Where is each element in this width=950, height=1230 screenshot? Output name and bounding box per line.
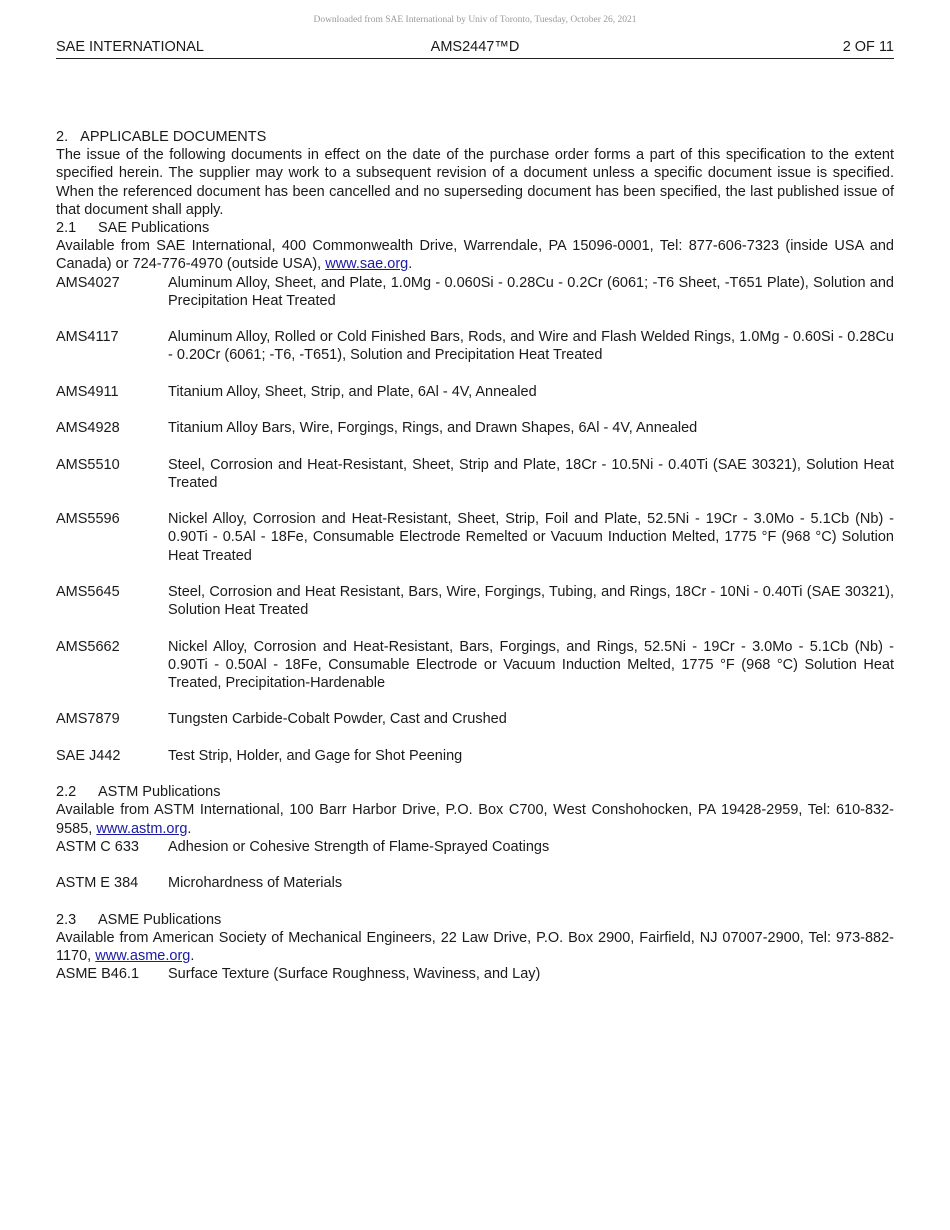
reference-code: AMS4027 [56,274,120,291]
reference-row [56,419,894,437]
reference-code: AMS5662 [56,638,120,655]
reference-row [56,383,894,401]
section-2-heading: 2. APPLICABLE DOCUMENTS [56,129,267,145]
reference-code: AMS5596 [56,511,120,528]
period: . [408,256,413,273]
section-2-3-heading [56,911,894,929]
reference-code: AMS4911 [56,383,119,400]
reference-description: Titanium Alloy, Sheet, Strip, and Plate, 6Al - 4V, Annealed [168,383,537,400]
astm-link[interactable]: www.astm.org [96,820,188,837]
reference-row [56,328,894,364]
reference-row [56,638,894,693]
header-page-number: 2 OF 11 [842,39,894,55]
reference-description: Nickel Alloy, Corrosion and Heat-Resistant, Bars, Forgings, and Rings, 52.5Ni - 19Cr - 3.0Mo - 5.1Cb (Nb) - 0.90Ti - 0.50Al - 18Fe, Consumable Electrode or Vacuum Induction Melted, 1775 °F (968 °C) Solution Heat Treated, Precipitation-Hardenable [168,638,894,691]
reference-row [56,456,894,492]
reference-code: ASTM C 633 [56,838,139,855]
reference-description: Steel, Corrosion and Heat-Resistant, Sheet, Strip and Plate, 18Cr - 10.5Ni - 0.40Ti (SAE 30321), Solution Heat Treated [168,456,894,491]
section-2-1-heading [56,219,894,237]
asme-availability [56,929,894,965]
reference-code: AMS4117 [56,329,119,346]
page-header [56,38,894,59]
reference-row [56,965,894,983]
reference-code: AMS5510 [56,456,120,473]
reference-row [56,710,894,728]
reference-row [56,747,894,765]
reference-description: Surface Texture (Surface Roughness, Waviness, and Lay) [168,966,541,983]
reference-description: Aluminum Alloy, Rolled or Cold Finished Bars, Rods, and Wire and Flash Welded Rings, 1.0Mg - 0.60Si - 0.28Cu - 0.20Cr (6061; -T6, -T651), Solution and Precipitation Heat Treated [168,329,894,364]
reference-description: Nickel Alloy, Corrosion and Heat-Resistant, Sheet, Strip, Foil and Plate, 52.5Ni - 19Cr - 3.0Mo - 5.1Cb (Nb) - 0.90Ti - 0.5Al - 18Fe, Consumable Electrode Remelted or Vacuum Induction Melted, 1775 °F (968 °C) Solution Heat Treated [168,511,894,564]
header-doc-number: AMS2447™D [430,39,520,55]
availability-text: Available from American Society of Mechanical Engineers, 22 Law Drive, P.O. Box 2900, Fairfield, NJ 07007-2900, Tel: 973-882-1170, [56,929,894,964]
reference-row [56,274,894,310]
download-watermark: Downloaded from SAE International by Univ of Toronto, Tuesday, October 26, 2021 [313,15,637,25]
sae-link[interactable]: www.sae.org [325,256,409,273]
reference-code: ASTM E 384 [56,875,139,892]
section-number: 2.2 [56,784,77,801]
section-2-2-heading [56,783,894,801]
period: . [190,947,195,964]
section-2-intro: The issue of the following documents in effect on the date of the purchase order forms a part of this specification to the extent specified herein. The supplier may work to a subsequent revision of a document unless a specific document issue is specified. When the referenced document has been cancelled and no superseding document has been specified, the last published issue of that document shall apply. [56,147,894,218]
availability-text: Available from ASTM International, 100 Barr Harbor Drive, P.O. Box C700, West Conshohocken, PA 19428-2959, Tel: 610-832-9585, [56,802,894,837]
reference-description: Microhardness of Materials [168,875,343,892]
period: . [187,820,192,837]
reference-code: ASME B46.1 [56,966,140,983]
reference-code: SAE J442 [56,747,121,764]
section-title: ASME Publications [98,911,222,928]
asme-link[interactable]: www.asme.org [95,947,191,964]
reference-row [56,583,894,619]
reference-row [56,838,894,856]
reference-row [56,874,894,892]
reference-code: AMS7879 [56,711,120,728]
section-number: 2.3 [56,911,77,928]
reference-code: AMS4928 [56,420,120,437]
document-body [56,128,894,1002]
header-org: SAE INTERNATIONAL [56,39,204,55]
reference-row [56,510,894,565]
section-number: 2.1 [56,220,77,237]
astm-availability [56,801,894,837]
reference-description: Test Strip, Holder, and Gage for Shot Peening [168,747,463,764]
reference-description: Aluminum Alloy, Sheet, and Plate, 1.0Mg - 0.060Si - 0.28Cu - 0.2Cr (6061; -T6 Sheet, -T651 Plate), Solution and Precipitation Heat Treated [168,274,894,309]
reference-description: Tungsten Carbide-Cobalt Powder, Cast and Crushed [168,711,507,728]
availability-text: Available from SAE International, 400 Commonwealth Drive, Warrendale, PA 15096-0001, Tel: 877-606-7323 (inside USA and Canada) or 724-776-4970 (outside USA), [56,238,894,273]
reference-description: Steel, Corrosion and Heat Resistant, Bars, Wire, Forgings, Tubing, and Rings, 18Cr - 10Ni - 0.40Ti (SAE 30321), Solution Heat Treated [168,583,894,619]
section-title: ASTM Publications [98,784,221,801]
reference-description: Titanium Alloy Bars, Wire, Forgings, Rings, and Drawn Shapes, 6Al - 4V, Annealed [168,420,698,437]
reference-description: Adhesion or Cohesive Strength of Flame-Sprayed Coatings [168,838,550,855]
sae-availability [56,237,894,273]
section-title: SAE Publications [98,220,210,237]
reference-code: AMS5645 [56,583,120,600]
